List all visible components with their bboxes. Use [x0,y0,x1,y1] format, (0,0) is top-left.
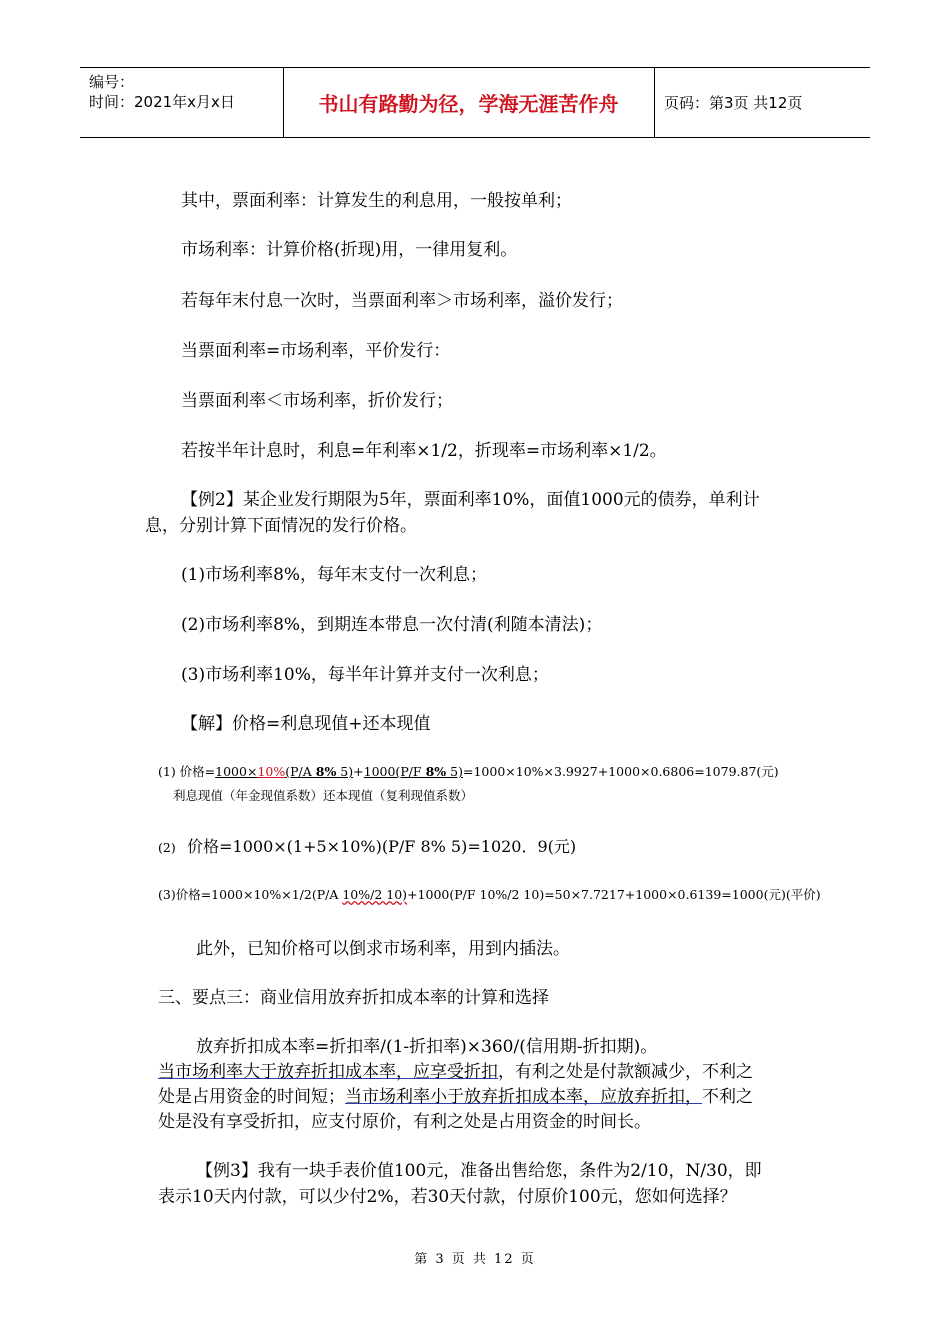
formula-2 [158,834,576,857]
formula-text: 10%/2 10) [342,887,408,902]
formula-1-note: 利息现值（年金现值系数）还本现值（复利现值系数） [173,788,474,803]
formula-text: 8% [315,764,337,779]
paragraph: 当票面利率=市场利率，平价发行： [181,341,451,361]
solution-heading: 【解】价格=利息现值+还本现值 [181,714,431,734]
formula-text: 5) [446,764,463,779]
example-3-line-2: 表示10天内付款，可以少付2%，若30天付款，付原价100元，您如何选择？ [158,1187,737,1207]
example-2-line-1: 【例2】某企业发行期限为5年，票面利率10%，面值1000元的债券，单利计 [181,490,760,510]
paragraph: 此外，已知价格可以倒求市场利率，用到内插法。 [196,939,570,959]
example-2-line-2: 息，分别计算下面情况的发行价格。 [145,516,417,536]
header-motto: 书山有路勤为径，学海无涯苦作舟 [318,92,619,116]
paragraph-text: 不利之 [702,1087,753,1107]
page-header [80,67,870,138]
formula-1 [158,762,779,780]
header-number: 编号： [89,73,135,91]
formula-text: (1) 价格= [158,764,216,779]
paragraph: 处是没有享受折扣，应支付原价，有利之处是占用资金的时间长。 [158,1112,651,1132]
formula-text: 5) [336,764,354,779]
formula-text: + [353,764,364,779]
header-divider [654,68,655,137]
section-heading-3: 三、要点三：商业信用放弃折扣成本率的计算和选择 [158,988,549,1008]
paragraph: 其中，票面利率：计算发生的利息用，一般按单利； [181,191,572,211]
paragraph: 若每年末付息一次时，当票面利率＞市场利率，溢价发行； [181,291,623,311]
paragraph [158,1082,753,1107]
formula-text: 1000(P/F [363,764,426,779]
underlined-text: 当市场利率大于放弃折扣成本率，应享受折扣 [158,1062,498,1082]
case-1: (1)市场利率8%，每年末支付一次利息； [181,565,488,585]
header-meta [89,72,235,112]
formula-text: (P/A [285,764,316,779]
formula-text: 10% [257,764,286,779]
case-3: (3)市场利率10%，每半年计算并支付一次利息； [181,665,549,685]
discount-formula: 放弃折扣成本率=折扣率/(1-折扣率)×360/(信用期-折扣期)。 [196,1037,658,1057]
formula-text: 8% [425,764,447,779]
formula-3 [158,885,821,903]
paragraph-text: 处是占用资金的时间短； [158,1087,345,1107]
case-2: (2)市场利率8%，到期连本带息一次付清(利随本清法)； [181,615,603,635]
paragraph-text: ，有利之处是付款额减少，不利之 [498,1062,753,1082]
paragraph [158,1057,753,1082]
page-footer: 第 3 页 共 12 页 [414,1252,536,1267]
paragraph: 市场利率：计算价格(折现)用，一律用复利。 [181,240,518,260]
formula-text: 价格=1000×(1+5×10%)(P/F 8% 5)=1020．9(元) [187,837,577,856]
paragraph: 当票面利率＜市场利率，折价发行； [181,391,453,411]
formula-text: =1000×10%×3.9927+1000×0.6806=1079.87(元) [462,764,779,779]
underlined-text: 当市场利率小于放弃折扣成本率，应放弃折扣， [345,1087,702,1107]
formula-text: +1000(P/F 10%/2 10)=50×7.7217+1000×0.6139=1000(元)(平价) [407,887,821,902]
formula-text: 1000× [215,764,258,779]
formula-text: (3)价格=1000×10%×1/2(P/A [158,887,343,902]
example-3-line-1: 【例3】我有一块手表价值100元，准备出售给您，条件为2/10，N/30，即 [196,1161,762,1181]
header-time: 时间：2021年x月x日 [89,93,235,111]
formula-number: (2) [158,840,176,855]
header-page-info: 页码：第3页 共12页 [664,94,803,112]
paragraph: 若按半年计息时，利息=年利率×1/2，折现率=市场利率×1/2。 [181,441,667,461]
